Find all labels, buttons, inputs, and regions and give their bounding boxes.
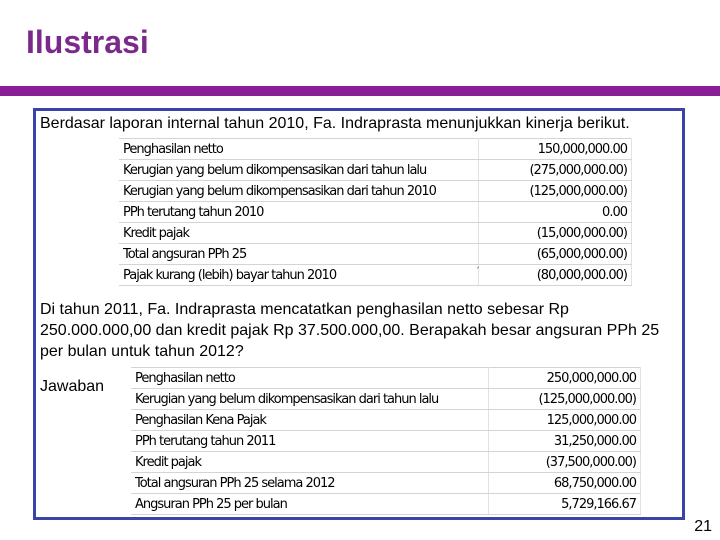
row-label: Pajak kurang (lebih) bayar tahun 2010 — [119, 265, 479, 286]
row-value: 5,729,166.67 — [488, 494, 640, 515]
row-value: 0.00 — [479, 202, 632, 223]
row-label: PPh terutang tahun 2011 — [131, 431, 488, 452]
slide-title: Ilustrasi — [26, 24, 149, 60]
row-value: 250,000,000.00 — [488, 368, 640, 389]
table-row — [131, 389, 641, 410]
title-divider — [0, 86, 720, 96]
table-answer-calculation — [131, 367, 641, 515]
row-value: (15,000,000.00) — [479, 223, 632, 244]
row-label: Kerugian yang belum dikompensasikan dari tahun 2010 — [119, 181, 479, 202]
row-label: Kredit pajak — [119, 223, 479, 244]
table-row — [131, 494, 641, 515]
row-label: Kerugian yang belum dikompensasikan dari tahun lalu — [131, 389, 488, 410]
table-row — [119, 244, 632, 265]
row-label: PPh terutang tahun 2010 — [119, 202, 479, 223]
table-row — [131, 431, 641, 452]
table-row — [119, 139, 632, 160]
row-value: (80,000,000.00) — [479, 265, 632, 286]
row-value: (37,500,000.00) — [488, 452, 640, 473]
row-label: Kredit pajak — [131, 452, 488, 473]
table-row — [119, 181, 632, 202]
row-label: Penghasilan netto — [119, 139, 479, 160]
table-row — [119, 265, 632, 286]
table-row — [119, 223, 632, 244]
row-label: Total angsuran PPh 25 selama 2012 — [131, 473, 488, 494]
row-label: Kerugian yang belum dikompensasikan dari tahun lalu — [119, 160, 479, 181]
table-row — [119, 202, 632, 223]
row-label: Angsuran PPh 25 per bulan — [131, 494, 488, 515]
row-label: Total angsuran PPh 25 — [119, 244, 479, 265]
row-value: (125,000,000.00) — [488, 389, 640, 410]
row-value: 68,750,000.00 — [488, 473, 640, 494]
row-value: (65,000,000.00) — [479, 244, 632, 265]
page-number: 21 — [694, 518, 712, 535]
answer-label: Jawaban — [40, 378, 105, 395]
table-row — [131, 368, 641, 389]
row-value: 125,000,000.00 — [488, 410, 640, 431]
row-value: (275,000,000.00) — [479, 160, 632, 181]
row-value: (125,000,000.00) — [479, 181, 632, 202]
row-value: 150,000,000.00 — [479, 139, 632, 160]
question-text: Di tahun 2011, Fa. Indraprasta mencatatkan penghasilan netto sebesar Rp 250.000.000,00 dan kredit pajak Rp 37.500.000,00. Berapakah besar angsuran PPh 25 per bulan untuk tahun 2012? — [40, 301, 660, 360]
table-row — [119, 160, 632, 181]
table-row — [131, 410, 641, 431]
table-2010-performance — [119, 138, 632, 286]
table-row — [131, 452, 641, 473]
table-row — [131, 473, 641, 494]
stray-mark: ˏ — [475, 258, 480, 269]
intro-text: Berdasar laporan internal tahun 2010, Fa. Indraprasta menunjukkan kinerja berikut. — [40, 115, 630, 132]
row-value: 31,250,000.00 — [488, 431, 640, 452]
row-label: Penghasilan Kena Pajak — [131, 410, 488, 431]
row-label: Penghasilan netto — [131, 368, 488, 389]
